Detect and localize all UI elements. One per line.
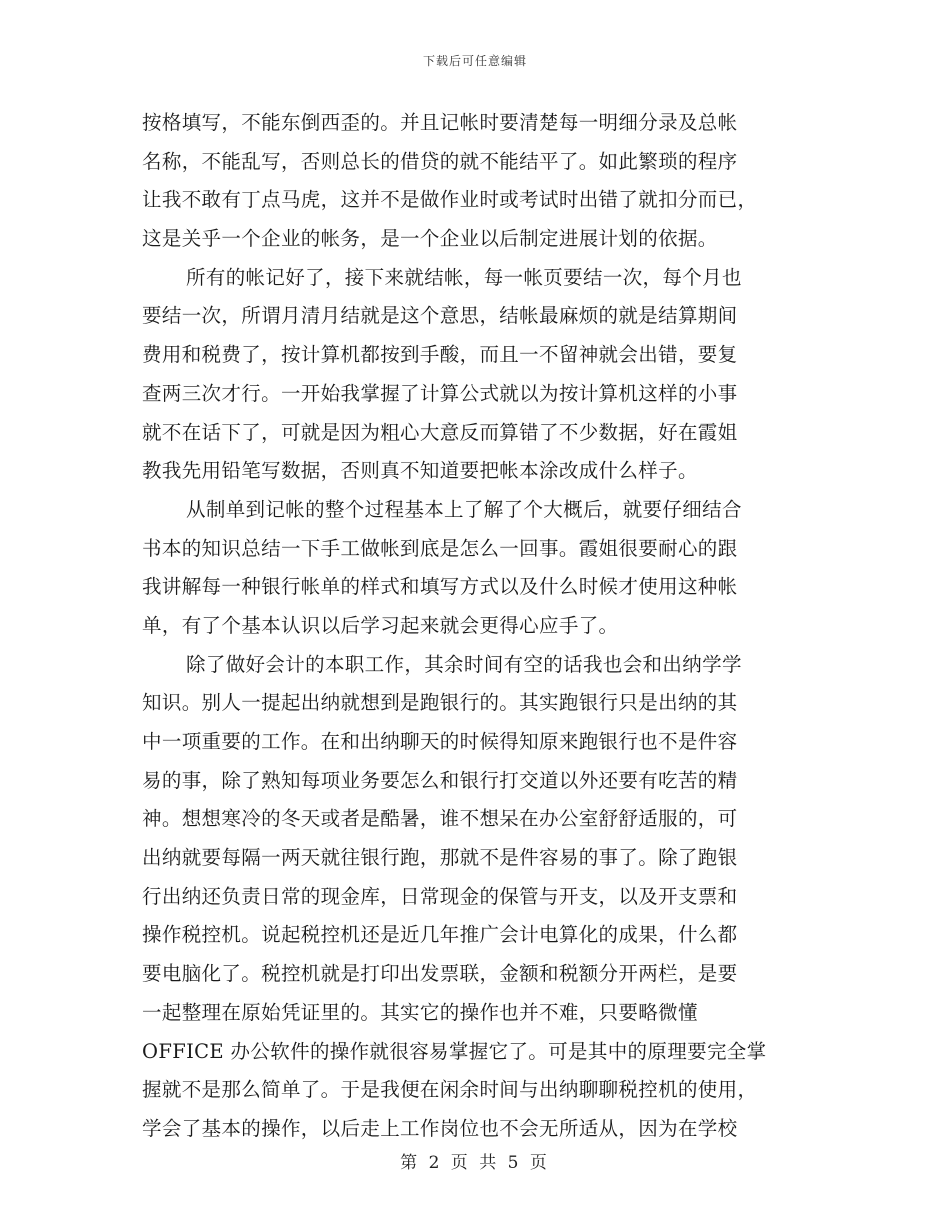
text-line: 按格填写，不能东倒西歪的。并且记帐时要清楚每一明细分录及总帐 [142,111,738,134]
text-line: 查两三次才行。一开始我掌握了计算公式就以为按计算机这样的小事 [142,381,738,405]
text-line: 费用和税费了，按计算机都按到手酸，而且一不留神就会出错，要复 [142,343,738,367]
text-line: 要结一次，所谓月清月结就是这个意思，结帐最麻烦的就是结算期间 [142,304,738,328]
text-line: 名称，不能乱写，否则总长的借贷的就不能结平了。如此繁琐的程序 [142,149,738,173]
text-line: 学会了基本的操作，以后走上工作岗位也不会无所适从，因为在学校 [142,1116,738,1140]
paragraph-first-line: 所有的帐记好了，接下来就结帐，每一帐页要结一次，每个月也 [186,265,742,289]
text-line: 操作税控机。说起税控机还是近几年推广会计电算化的成果，什么都 [142,923,738,947]
page-number-footer: 第 2 页 共 5 页 [400,1153,550,1173]
text-line: 一起整理在原始凭证里的。其实它的操作也并不难，只要略微懂 [142,1000,698,1024]
text-line: 单，有了个基本认识以后学习起来就会更得心应手了。 [142,613,619,637]
text-line: 要电脑化了。税控机就是打印出发票联，金额和税额分开两栏，是要 [142,962,738,986]
page-header-note: 下载后可任意编辑 [422,54,527,68]
text-line: 行出纳还负责日常的现金库，日常现金的保管与开支，以及开支票和 [142,884,738,908]
paragraph-first-line: 从制单到记帐的整个过程基本上了解了个大概后，就要仔细结合 [186,497,742,521]
document-body [142,104,810,1149]
text-line: 我讲解每一种银行帐单的样式和填写方式以及什么时候才使用这种帐 [142,575,738,599]
text-line: 出纳就要每隔一两天就往银行跑，那就不是件容易的事了。除了跑银 [142,846,738,870]
text-line: 教我先用铅笔写数据，否则真不知道要把帐本涂改成什么样子。 [142,459,698,483]
text-line: 握就不是那么简单了。于是我便在闲余时间与出纳聊聊税控机的使用， [142,1078,758,1102]
text-line: 中一项重要的工作。在和出纳聊天的时候得知原来跑银行也不是件容 [142,730,738,753]
text-line: 让我不敢有丁点马虎，这并不是做作业时或考试时出错了就扣分而已， [142,188,758,212]
text-line: 书本的知识总结一下手工做帐到底是怎么一回事。霞姐很要耐心的跟 [142,536,738,560]
text-line: 这是关乎一个企业的帐务，是一个企业以后制定进展计划的依据。 [142,227,718,251]
text-line: OFFICE 办公软件的操作就很容易掌握它了。可是其中的原理要完全掌 [142,1039,767,1063]
paragraph-first-line: 除了做好会计的本职工作，其余时间有空的话我也会和出纳学学 [186,652,742,676]
text-line: 就不在话下了，可就是因为粗心大意反而算错了不少数据，好在霞姐 [142,420,738,444]
text-line: 知识。别人一提起出纳就想到是跑银行的。其实跑银行只是出纳的其 [142,691,738,715]
text-line: 易的事，除了熟知每项业务要怎么和银行打交道以外还要有吃苦的精 [142,768,738,792]
text-line: 神。想想寒冷的冬天或者是酷暑，谁不想呆在办公室舒舒适服的，可 [142,807,738,831]
